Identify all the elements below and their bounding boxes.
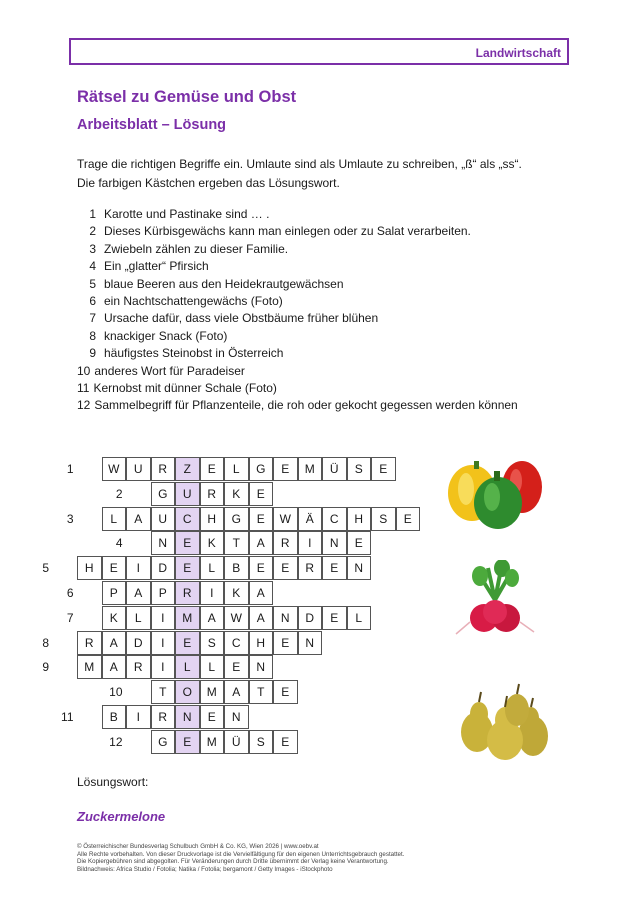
letter-cell[interactable]: E: [249, 556, 274, 580]
footer-line: Bildnachweis: Africa Studio / Fotolia; Natika / Fotolia; bergamont / Getty Images - iStockphoto: [77, 865, 333, 873]
letter-cell[interactable]: R: [151, 705, 176, 729]
solution-cell[interactable]: U: [175, 482, 200, 506]
letter-cell[interactable]: R: [126, 655, 151, 679]
letter-cell[interactable]: C: [224, 631, 249, 655]
solution-word: Zuckermelone: [77, 809, 166, 824]
letter-cell[interactable]: A: [249, 531, 274, 555]
clue-item: [77, 224, 518, 241]
letter-cell[interactable]: U: [151, 507, 176, 531]
letter-cell[interactable]: M: [200, 730, 225, 754]
letter-cell[interactable]: E: [102, 556, 127, 580]
solution-cell[interactable]: E: [175, 556, 200, 580]
letter-cell[interactable]: G: [151, 730, 176, 754]
letter-cell[interactable]: I: [151, 655, 176, 679]
letter-cell[interactable]: E: [249, 507, 274, 531]
letter-cell[interactable]: K: [224, 581, 249, 605]
letter-cell[interactable]: N: [298, 631, 323, 655]
letter-cell[interactable]: N: [347, 556, 372, 580]
letter-cell[interactable]: W: [224, 606, 249, 630]
letter-cell[interactable]: T: [151, 680, 176, 704]
letter-cell[interactable]: T: [249, 680, 274, 704]
peppers-photo: [442, 455, 542, 535]
solution-cell[interactable]: C: [175, 507, 200, 531]
letter-cell[interactable]: W: [102, 457, 127, 481]
clue-number: 10: [77, 363, 91, 378]
page-subtitle: Arbeitsblatt – Lösung: [77, 117, 227, 133]
letter-cell[interactable]: E: [273, 556, 298, 580]
row-number: 4: [115, 536, 123, 551]
clue-text: Dieses Kürbisgewächs kann man einlegen oder zu Salat verarbeiten.: [104, 224, 471, 239]
letter-cell[interactable]: G: [249, 457, 274, 481]
letter-cell[interactable]: U: [126, 457, 151, 481]
letter-cell[interactable]: N: [249, 655, 274, 679]
row-number: 5: [42, 561, 49, 576]
letter-cell[interactable]: E: [249, 482, 274, 506]
letter-cell[interactable]: E: [200, 705, 225, 729]
clue-number: 5: [89, 276, 96, 291]
clue-item: [77, 242, 518, 259]
letter-cell[interactable]: D: [126, 631, 151, 655]
subject-label: Landwirtschaft: [475, 46, 561, 60]
letter-cell[interactable]: K: [102, 606, 127, 630]
clue-number: 1: [89, 207, 96, 221]
letter-cell[interactable]: M: [77, 655, 102, 679]
letter-cell[interactable]: N: [273, 606, 298, 630]
letter-cell[interactable]: T: [224, 531, 249, 555]
row-number: 2: [115, 486, 123, 501]
letter-cell[interactable]: A: [102, 655, 127, 679]
letter-cell[interactable]: B: [224, 556, 249, 580]
letter-cell[interactable]: K: [224, 482, 249, 506]
letter-cell[interactable]: L: [102, 507, 127, 531]
row-number: 8: [42, 635, 49, 650]
clue-item: [77, 207, 518, 224]
clue-number: 8: [89, 328, 96, 343]
letter-cell[interactable]: S: [347, 457, 372, 481]
clue-number: 4: [89, 259, 96, 274]
letter-cell[interactable]: R: [151, 457, 176, 481]
solution-cell[interactable]: E: [175, 531, 200, 555]
solution-cell[interactable]: E: [175, 730, 200, 754]
clue-text: anderes Wort für Paradeiser: [94, 363, 245, 378]
letter-cell[interactable]: G: [224, 507, 249, 531]
clue-text: knackiger Snack (Foto): [104, 328, 228, 343]
clue-number: 2: [89, 224, 96, 239]
letter-cell[interactable]: D: [298, 606, 323, 630]
letter-cell[interactable]: G: [151, 482, 176, 506]
clue-text: Karotte und Pastinake sind … .: [104, 207, 270, 221]
footer: [77, 843, 404, 873]
clue-number: 11: [77, 380, 90, 395]
row-number: 9: [42, 660, 49, 675]
letter-cell[interactable]: R: [273, 531, 298, 555]
clue-text: Ein „glatter“ Pfirsich: [104, 259, 209, 274]
solution-label: Lösungswort:: [77, 775, 149, 789]
instruction-line-2: Die farbigen Kästchen ergeben das Lösungswort.: [77, 176, 340, 190]
letter-cell[interactable]: A: [249, 581, 274, 605]
letter-cell[interactable]: K: [200, 531, 225, 555]
letter-cell[interactable]: E: [200, 457, 225, 481]
letter-cell[interactable]: E: [396, 507, 421, 531]
letter-cell[interactable]: I: [200, 581, 225, 605]
page-title: Rätsel zu Gemüse und Obst: [77, 88, 297, 106]
letter-cell[interactable]: A: [126, 507, 151, 531]
letter-cell[interactable]: M: [200, 680, 225, 704]
letter-cell[interactable]: L: [126, 606, 151, 630]
letter-cell[interactable]: E: [273, 730, 298, 754]
clue-item: [77, 311, 518, 328]
letter-cell[interactable]: E: [322, 606, 347, 630]
letter-cell[interactable]: A: [249, 606, 274, 630]
row-number: 10: [109, 685, 123, 700]
solution-cell[interactable]: E: [175, 631, 200, 655]
clue-number: 6: [89, 293, 96, 308]
row-number: 12: [109, 734, 123, 749]
letter-cell[interactable]: P: [102, 581, 127, 605]
solution-cell[interactable]: N: [175, 705, 200, 729]
letter-cell[interactable]: E: [224, 655, 249, 679]
footer-line: © Österreichischer Bundesverlag Schulbuch GmbH & Co. KG, Wien 2026 | www.oebv.at: [77, 843, 319, 850]
letter-cell[interactable]: A: [224, 680, 249, 704]
footer-line: Alle Rechte vorbehalten. Von dieser Druckvorlage ist die Vervielfältigung für den eigenen Unterrichtsgebrauch gestattet.: [77, 850, 405, 858]
row-number: 3: [66, 511, 74, 526]
letter-cell[interactable]: L: [200, 556, 225, 580]
letter-cell[interactable]: C: [322, 507, 347, 531]
clue-number: 7: [89, 311, 96, 326]
clue-item: [77, 294, 518, 311]
letter-cell[interactable]: A: [200, 606, 225, 630]
clue-text: Ursache dafür, dass viele Obstbäume früher blühen: [104, 311, 379, 326]
letter-cell[interactable]: N: [224, 705, 249, 729]
letter-cell[interactable]: E: [322, 556, 347, 580]
solution-cell[interactable]: L: [175, 655, 200, 679]
letter-cell[interactable]: H: [249, 631, 274, 655]
letter-cell[interactable]: M: [298, 457, 323, 481]
letter-cell[interactable]: I: [151, 606, 176, 630]
letter-cell[interactable]: N: [322, 531, 347, 555]
letter-cell[interactable]: R: [298, 556, 323, 580]
clue-text: häufigstes Steinobst in Österreich: [104, 346, 284, 361]
letter-cell[interactable]: E: [273, 680, 298, 704]
clue-item: [77, 398, 518, 415]
solution-cell[interactable]: M: [175, 606, 200, 630]
clue-item: [77, 277, 518, 294]
letter-cell[interactable]: E: [273, 631, 298, 655]
letter-cell[interactable]: S: [249, 730, 274, 754]
footer-line: Die Kopiergebühren sind abgegolten. Für Veränderungen durch Dritte übernimmt der Verlag keine Verantwortung.: [77, 858, 389, 866]
letter-cell[interactable]: R: [200, 482, 225, 506]
letter-cell[interactable]: Ä: [298, 507, 323, 531]
letter-cell[interactable]: I: [298, 531, 323, 555]
letter-cell[interactable]: H: [77, 556, 102, 580]
clue-item: [77, 329, 518, 346]
pears-photo: [455, 680, 555, 765]
letter-cell[interactable]: I: [126, 705, 151, 729]
row-number: 7: [66, 610, 74, 625]
clue-item: [77, 364, 518, 381]
letter-cell[interactable]: Ü: [224, 730, 249, 754]
clue-item: [77, 259, 518, 276]
letter-cell[interactable]: H: [347, 507, 372, 531]
letter-cell[interactable]: S: [200, 631, 225, 655]
letter-cell[interactable]: D: [151, 556, 176, 580]
letter-cell[interactable]: W: [273, 507, 298, 531]
letter-cell[interactable]: A: [126, 581, 151, 605]
letter-cell[interactable]: A: [102, 631, 127, 655]
row-number: 6: [66, 586, 74, 600]
clue-list: [77, 207, 518, 416]
letter-cell[interactable]: L: [224, 457, 249, 481]
letter-cell[interactable]: B: [102, 705, 127, 729]
clue-text: Zwiebeln zählen zu dieser Familie.: [104, 241, 289, 256]
clue-item: [77, 381, 518, 398]
clue-text: ein Nachtschattengewächs (Foto): [104, 293, 283, 308]
clue-number: 9: [89, 346, 96, 361]
letter-cell[interactable]: R: [77, 631, 102, 655]
radishes-photo: [450, 560, 540, 640]
letter-cell[interactable]: E: [347, 531, 372, 555]
letter-cell[interactable]: N: [151, 531, 176, 555]
row-number: 11: [61, 710, 74, 724]
header-box: [69, 38, 569, 65]
letter-cell[interactable]: E: [371, 457, 396, 481]
solution-cell[interactable]: O: [175, 680, 200, 704]
clue-number: 12: [77, 398, 91, 413]
clue-text: blaue Beeren aus den Heidekrautgewächsen: [104, 276, 344, 291]
solution-cell[interactable]: R: [175, 581, 200, 605]
letter-cell[interactable]: H: [200, 507, 225, 531]
letter-cell[interactable]: P: [151, 581, 176, 605]
clue-item: [77, 346, 518, 363]
solution-cell[interactable]: Z: [175, 457, 200, 481]
clue-text: Sammelbegriff für Pflanzenteile, die roh oder gekocht gegessen werden können: [94, 398, 518, 413]
row-number: 1: [66, 462, 74, 476]
letter-cell[interactable]: S: [371, 507, 396, 531]
letter-cell[interactable]: Ü: [322, 457, 347, 481]
letter-cell[interactable]: E: [273, 457, 298, 481]
letter-cell[interactable]: L: [200, 655, 225, 679]
letter-cell[interactable]: I: [126, 556, 151, 580]
letter-cell[interactable]: I: [151, 631, 176, 655]
instruction-line-1: Trage die richtigen Begriffe ein. Umlaute sind als Umlaute zu schreiben, „ß“ als „ss“.: [77, 157, 522, 171]
clue-number: 3: [89, 241, 96, 256]
clue-text: Kernobst mit dünner Schale (Foto): [93, 380, 277, 395]
letter-cell[interactable]: L: [347, 606, 372, 630]
